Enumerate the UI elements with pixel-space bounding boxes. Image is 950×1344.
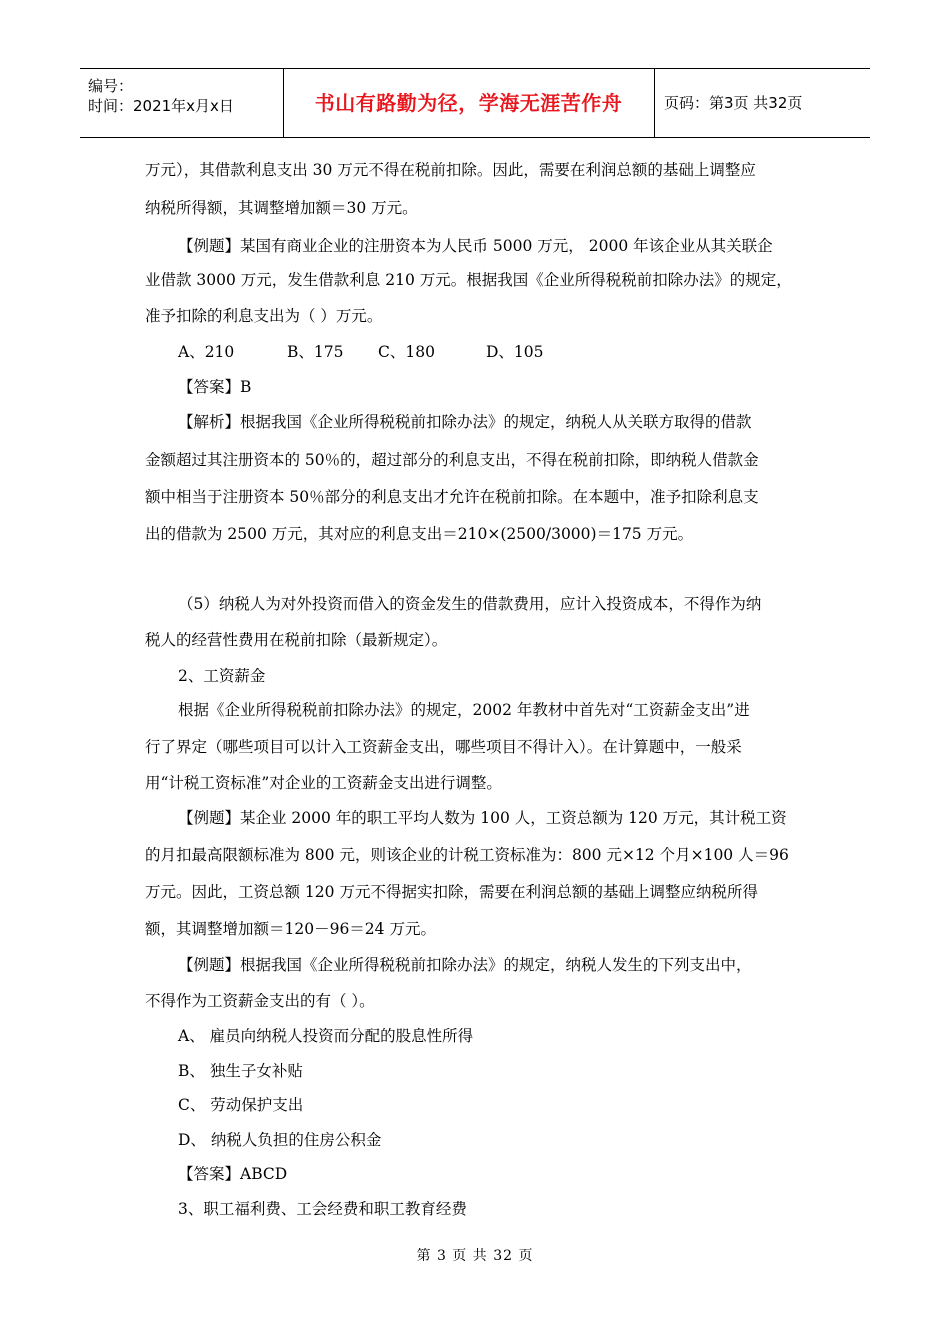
- answer-line: 【答案】ABCD: [178, 1165, 288, 1183]
- example-heading: 【例题】根据我国《企业所得税税前扣除办法》的规定，纳税人发生的下列支出中，: [178, 956, 752, 974]
- choice-d: D、 纳税人负担的住房公积金: [178, 1131, 382, 1149]
- section-heading: 2、工资薪金: [178, 667, 266, 685]
- option-a: A、210: [178, 343, 235, 361]
- body-line: 业借款 3000 万元，发生借款利息 210 万元。根据我国《企业所得税税前扣除办法》的规定，: [145, 271, 792, 289]
- page-label: 页码：第3页 共32页: [664, 94, 803, 112]
- body-line: 万元），其借款利息支出 30 万元不得在税前扣除。因此，需要在利润总额的基础上调整应: [145, 161, 756, 179]
- page-footer: 第 3 页 共 32 页: [416, 1248, 534, 1264]
- body-line: 根据《企业所得税税前扣除办法》的规定，2002 年教材中首先对“工资薪金支出”进: [178, 701, 750, 719]
- choice-c: C、 劳动保护支出: [178, 1096, 304, 1114]
- body-line: （5）纳税人为对外投资而借入的资金发生的借款费用，应计入投资成本，不得作为纳: [178, 595, 762, 613]
- body-line: 出的借款为 2500 万元，其对应的利息支出＝210×(2500/3000)＝175 万元。: [145, 525, 694, 543]
- option-b: B、175: [287, 343, 344, 361]
- body-line: 行了界定（哪些项目可以计入工资薪金支出，哪些项目不得计入）。在计算题中，一般采: [145, 738, 742, 756]
- example-heading: 【例题】某企业 2000 年的职工平均人数为 100 人，工资总额为 120 万元，其计税工资: [178, 809, 787, 827]
- page-header: [80, 68, 870, 138]
- date-label: 时间：2021年x月x日: [88, 97, 234, 115]
- choice-a: A、 雇员向纳税人投资而分配的股息性所得: [178, 1027, 474, 1045]
- example-heading: 【例题】某国有商业企业的注册资本为人民币 5000 万元， 2000 年该企业从其关联企: [178, 237, 773, 255]
- body-line: 额，其调整增加额＝120－96＝24 万元。: [145, 920, 436, 938]
- body-line: 准予扣除的利息支出为（ ）万元。: [145, 307, 383, 325]
- answer-line: 【答案】B: [178, 378, 252, 396]
- body-line: 税人的经营性费用在税前扣除（最新规定）。: [145, 631, 448, 649]
- choice-b: B、 独生子女补贴: [178, 1062, 303, 1080]
- body-line: 纳税所得额，其调整增加额＝30 万元。: [145, 199, 418, 217]
- body-line: 万元。因此，工资总额 120 万元不得据实扣除，需要在利润总额的基础上调整应纳税所得: [145, 883, 758, 901]
- option-c: C、180: [378, 343, 435, 361]
- number-label: 编号：: [88, 77, 134, 95]
- option-d: D、105: [486, 343, 544, 361]
- body-line: 不得作为工资薪金支出的有（ ）。: [145, 992, 375, 1010]
- analysis-line: 【解析】根据我国《企业所得税税前扣除办法》的规定，纳税人从关联方取得的借款: [178, 413, 752, 431]
- motto: 书山有路勤为径，学海无涯苦作舟: [283, 69, 655, 137]
- section-heading: 3、职工福利费、工会经费和职工教育经费: [178, 1200, 467, 1218]
- header-meta: [80, 69, 284, 137]
- body-line: 用“计税工资标准”对企业的工资薪金支出进行调整。: [145, 774, 502, 792]
- body-line: 额中相当于注册资本 50％部分的利息支出才允许在税前扣除。在本题中，准予扣除利息支: [145, 488, 759, 506]
- body-line: 的月扣最高限额标准为 800 元，则该企业的计税工资标准为：800 元×12 个月×100 人＝96: [145, 846, 789, 864]
- body-line: 金额超过其注册资本的 50％的，超过部分的利息支出，不得在税前扣除，即纳税人借款金: [145, 451, 759, 469]
